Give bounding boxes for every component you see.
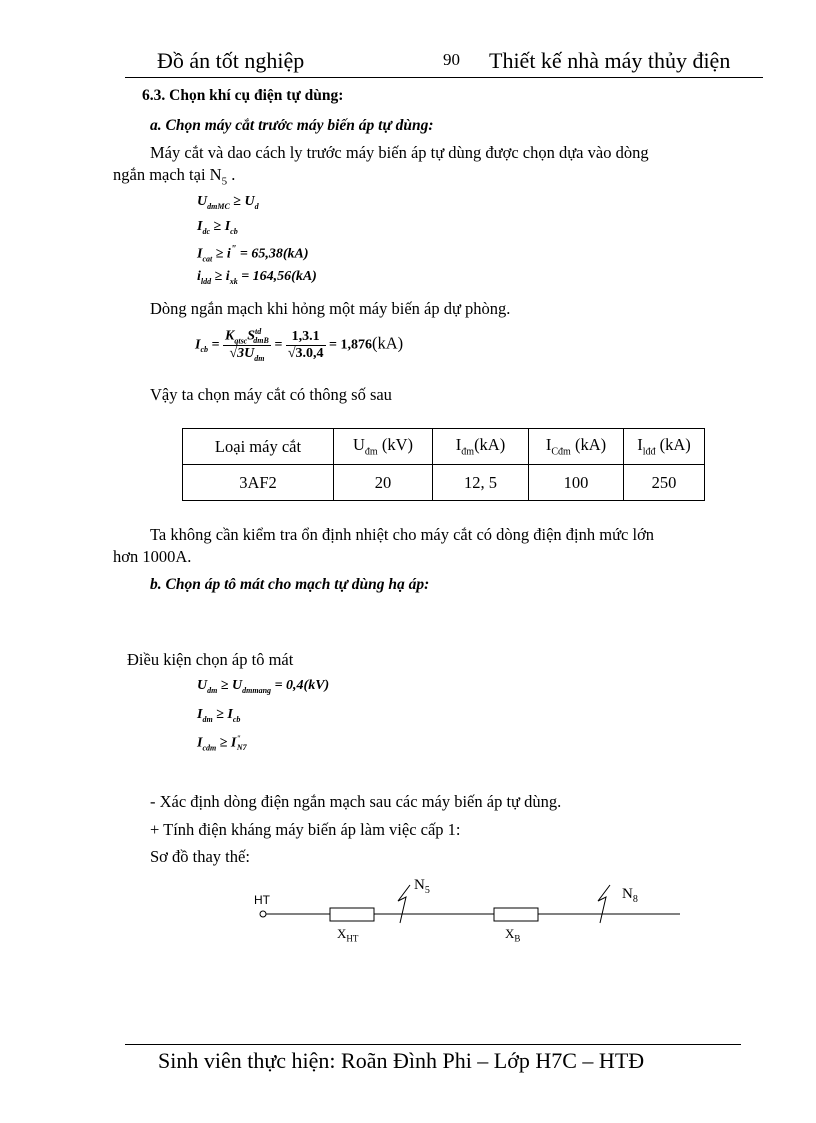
cond-a2-rhs-sub: cb	[230, 226, 238, 236]
frac1-num-s: S	[247, 328, 256, 344]
resistor-xht	[330, 908, 374, 921]
table-cell-udm: 20	[334, 465, 433, 501]
frac1-num-s-sup: td	[255, 327, 262, 336]
label-xht: $X_{HT}$	[337, 926, 359, 944]
table-header-ildd: $I_{lđđ}$ (kA)	[624, 429, 705, 465]
formula-lhs: I	[195, 337, 201, 353]
list-item-2: + Tính điện kháng máy biến áp làm việc cấp 1:	[150, 820, 461, 839]
header-left: Đồ án tốt nghiệp	[157, 48, 305, 73]
paragraph-5: Điều kiện chọn áp tô mát	[127, 650, 294, 669]
paragraph-3: Vậy ta chọn máy cắt có thông số sau	[150, 385, 392, 404]
label-xb: $X_B$	[505, 926, 521, 944]
frac1-num-s-sub: dmB	[253, 336, 269, 346]
table-header-udm: $U_{đm}$ (kV)	[334, 429, 433, 465]
condition-a-4	[197, 269, 317, 286]
formula-unit: (kA)	[371, 333, 404, 353]
section-title: 6.3. Chọn khí cụ điện tự dùng:	[142, 87, 344, 104]
cond-a3-lhs: I	[197, 246, 203, 262]
breaker-spec-table	[182, 428, 705, 501]
label-n8: $N_8$	[622, 886, 638, 905]
header-rule	[125, 77, 763, 78]
formula-fraction-2	[286, 329, 326, 362]
paragraph-1-sub: 5	[221, 175, 228, 188]
cond-a2-lhs-sub: dc	[202, 226, 211, 236]
label-ht: HT	[254, 893, 270, 907]
table-cell-idm: 12, 5	[433, 465, 529, 501]
cond-a2-lhs: I	[197, 219, 203, 234]
frac1-den: √3U	[229, 346, 255, 362]
cond-a2-rhs: ≥ I	[210, 219, 231, 234]
table-row	[183, 465, 705, 501]
fault-mark-n8	[598, 885, 610, 923]
table-header-idm: $I_{đm}(kA)$	[433, 429, 529, 465]
cond-a1-lhs-sub: dmMC	[207, 201, 230, 211]
frac2-num: 1,3.1	[286, 329, 326, 346]
footer-text: Sinh viên thực hiện: Roãn Đình Phi – Lớp H7C – HTĐ	[158, 1048, 645, 1073]
cond-a4-lhs-sub: ldd	[200, 276, 212, 286]
paragraph-4-line-2: hơn 1000A.	[113, 547, 192, 566]
frac1-num-k: K	[225, 328, 235, 344]
fault-mark-n5	[398, 885, 410, 923]
formula-fraction-1	[223, 327, 271, 363]
cond-a3-rhs: ≥ i	[212, 246, 231, 262]
list-item-3: Sơ đồ thay thế:	[150, 847, 250, 866]
paragraph-2: Dòng ngắn mạch khi hỏng một máy biến áp dự phòng.	[150, 299, 511, 318]
cond-a4-lhs: i	[197, 269, 201, 284]
cond-a1-rhs: ≥ U	[229, 194, 255, 209]
formula-icb: $I_{cb}$ = $\frac{K_{qtsc}S^{td}_{dmB}}{√3U_{dm}}$ = $\frac{1,3.1}{√3.0,4}$ = 1,876(kA)	[195, 327, 404, 364]
condition-a-3: $I_{cat} \ge i^" = 65,38(kA)$	[197, 244, 309, 264]
formula-result: = 1,876	[329, 337, 372, 353]
paragraph-1-text: ngắn mạch tại N	[113, 165, 222, 184]
table-cell-ildd: 250	[624, 465, 705, 501]
label-n5: $N_5$	[414, 877, 430, 896]
cond-a1-rhs-sub: d	[254, 201, 259, 211]
list-item-1: - Xác định dòng điện ngắn mạch sau các máy biến áp tự dùng.	[150, 792, 562, 811]
condition-a-1	[197, 194, 259, 211]
condition-b-2: $I_{dm} \ge I_{cb}$	[197, 707, 241, 724]
table-cell-type: 3AF2	[183, 465, 334, 501]
frac1-den-sub: dm	[254, 354, 265, 364]
condition-b-1: $U_{dm} \ge U_{dmmang} = 0,4(kV)$	[197, 678, 330, 695]
page-number: 90	[443, 50, 460, 69]
cond-a4-value: = 164,56(kA)	[237, 269, 317, 284]
formula-lhs-sub: cb	[200, 345, 209, 355]
paragraph-1-line-1: Máy cắt và dao cách ly trước máy biến áp tự dùng được chọn dựa vào dòng	[150, 143, 649, 162]
frac1-num-k-sub: qtsc	[234, 336, 248, 346]
table-header-row	[183, 429, 705, 465]
condition-b-3: $I_{cdm} \ge I^"_{N7}$	[197, 734, 247, 753]
frac2-den: √3.0,4	[287, 345, 324, 361]
cond-a3-value: = 65,38(kA)	[236, 246, 309, 262]
cond-a3-lhs-sub: cat	[202, 254, 213, 264]
cond-a4-rhs: ≥ i	[211, 269, 230, 284]
paragraph-1-end: .	[227, 165, 236, 184]
condition-a-2	[197, 219, 238, 236]
subsection-b-title: b. Chọn áp tô mát cho mạch tự dùng hạ áp:	[150, 576, 430, 593]
table-header-icdm: $I_{Cđm}$ (kA)	[529, 429, 624, 465]
header-right: Thiết kế nhà máy thủy điện	[489, 48, 731, 73]
table-cell-icdm: 100	[529, 465, 624, 501]
source-terminal	[260, 911, 266, 917]
paragraph-4-line-1: Ta không cần kiểm tra ổn định nhiệt cho máy cắt có dòng điện định mức lớn	[150, 525, 655, 544]
subsection-a-title: a. Chọn máy cắt trước máy biến áp tự dùng:	[150, 117, 434, 134]
paragraph-1-line-2	[113, 165, 235, 187]
resistor-xb	[494, 908, 538, 921]
cond-a1-lhs: U	[197, 194, 208, 209]
cond-a4-rhs-sub: xk	[229, 276, 238, 286]
footer-rule	[125, 1044, 741, 1045]
table-header-type: Loại máy cắt	[183, 429, 334, 465]
